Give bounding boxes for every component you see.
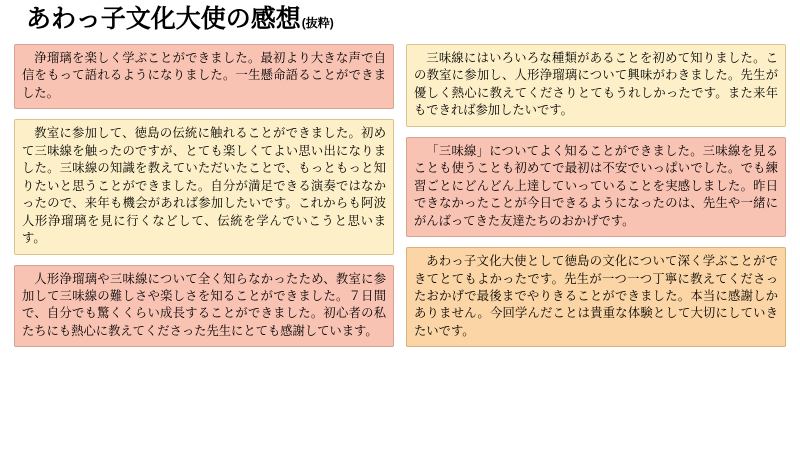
comment-card: 「三味線」についてよく知ることができました。三味線を見ることも使うことも初めてで最初は不安でいっぱいでした。でも練習ごとにどんどん上達していっていることを実感しました。昨日できなかったことが今日できるようになったのは、先生や一緒にがんばってきた友達たちのおかげです。 bbox=[406, 137, 786, 237]
page-title bbox=[26, 6, 334, 34]
page-title-text: あわっ子文化大使の感想 bbox=[26, 5, 301, 33]
column-right bbox=[406, 44, 786, 347]
comment-card: 三味線にはいろいろな種類があることを初めて知りました。この教室に参加し、人形浄瑠璃について興味がわきました。先生が優しく熱心に教えてくださりとてもうれしかったです。また来年もできれば参加したいです。 bbox=[406, 44, 786, 127]
comment-card: あわっ子文化大使として徳島の文化について深く学ぶことができてとてもよかったです。先生が一つ一つ丁寧に教えてくださったおかげで最後までやりきることができました。本当に感謝しかありません。今回学んだことは貴重な体験として大切にしていきたいです。 bbox=[406, 247, 786, 347]
page-title-suffix: (抜粋) bbox=[301, 16, 334, 30]
comment-card: 人形浄瑠璃や三味線について全く知らなかったため、教室に参加して三味線の難しさや楽しさを知ることができました。７日間で、自分でも驚くくらい成長することができました。初心者の私たちにも熱心に教えてくださった先生にとても感謝しています。 bbox=[14, 265, 394, 348]
column-left bbox=[14, 44, 394, 347]
comment-columns bbox=[14, 44, 786, 347]
comment-card: 教室に参加して、徳島の伝統に触れることができました。初めて三味線を触ったのですが、とても楽しくてよい思い出になりました。三味線の知識を教えていただいたことで、もっともっと知りたいと思うことができました。自分が満足できる演奏ではなかったので、来年も機会があれば参加したいです。これからも阿波人形浄瑠璃を見に行くなどして、伝統を学んでいこうと思います。 bbox=[14, 119, 394, 254]
comment-card: 浄瑠璃を楽しく学ぶことができました。最初より大きな声で自信をもって語れるようになりました。一生懸命語ることができました。 bbox=[14, 44, 394, 109]
